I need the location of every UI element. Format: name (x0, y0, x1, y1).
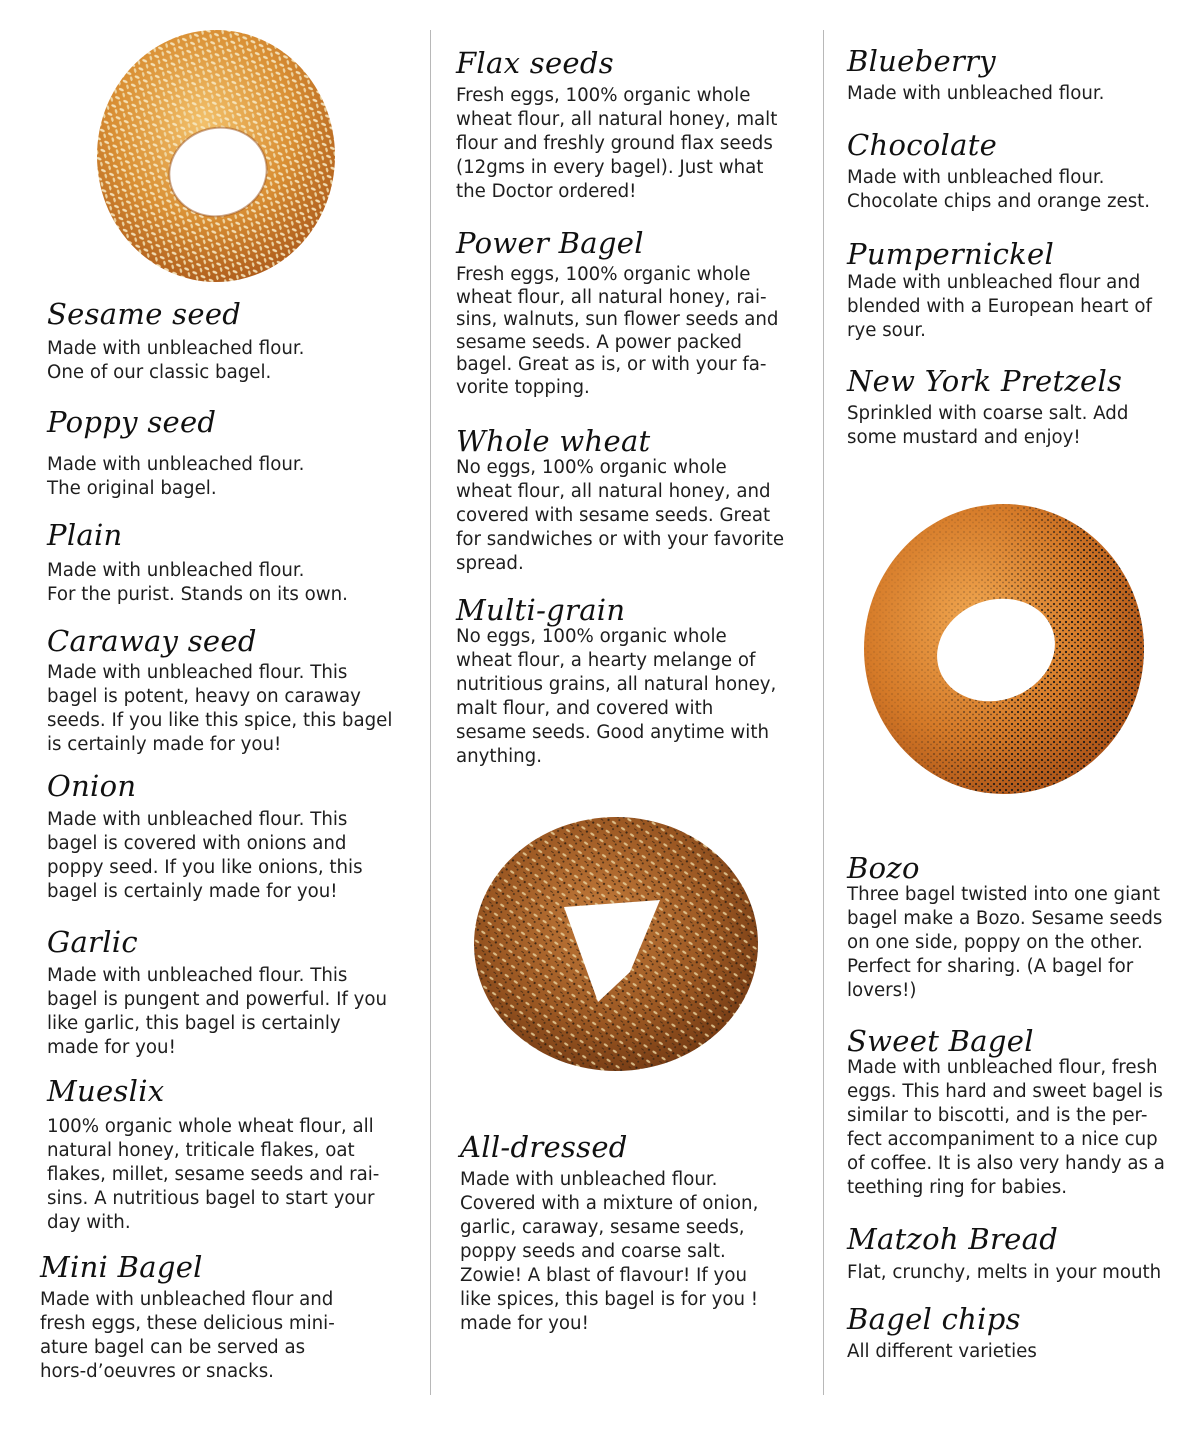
menu-item-blueberry (847, 44, 1104, 106)
item-title: Chocolate (847, 128, 998, 162)
item-title: Flax seeds (456, 46, 614, 80)
menu-item-new-york-pretzels (847, 364, 1128, 450)
item-description: Made with unbleached flour. Covered with a mixture of onion, garlic, caraway, sesame seeds, poppy seeds and coarse salt. Zowie! A blast of flavour! If you like spices, this bagel is for you ! made for you! (460, 1169, 759, 1334)
item-title: Sesame seed (47, 297, 242, 331)
item-title: All-dressed (460, 1130, 628, 1164)
item-description: Fresh eggs, 100% organic whole wheat flour, all natural honey, malt flour and freshly ground flax seeds (12gms in every bagel). Just what the Doctor ordered! (456, 85, 778, 202)
menu-item-bagel-chips (847, 1302, 1037, 1364)
menu-item-power-bagel (456, 226, 778, 400)
menu-item-plain (47, 518, 348, 607)
item-title: Poppy seed (47, 405, 217, 439)
menu-item-pumpernickel (847, 237, 1152, 343)
item-description: No eggs, 100% organic whole wheat flour, all natural honey, and covered with sesame seeds. Great for sandwiches or with your favorite spread. (456, 457, 785, 574)
item-title: Sweet Bagel (847, 1024, 1034, 1058)
item-description: Made with unbleached flour. This bagel is pungent and powerful. If you like garlic, this bagel is certainly made for you! (47, 965, 388, 1058)
item-description: Sprinkled with coarse salt. Add some mustard and enjoy! (847, 403, 1129, 448)
menu-item-garlic (47, 925, 387, 1060)
item-title: Garlic (47, 925, 138, 959)
item-title: Whole wheat (456, 424, 651, 458)
menu-item-all-dressed (460, 1130, 758, 1336)
item-description: Made with unbleached flour. This bagel is potent, heavy on caraway seeds. If you like this spice, this bagel is certainly made for you! (47, 662, 393, 755)
item-title: Bozo (847, 851, 920, 885)
item-title: Plain (47, 518, 123, 552)
menu-item-multi-grain (456, 593, 776, 769)
sesame-bagel-image (90, 22, 342, 288)
item-description: Made with unbleached flour. For the purist. Stands on its own. (47, 560, 348, 605)
menu-item-onion (47, 769, 363, 904)
all-dressed-bagel-image (470, 812, 762, 1078)
menu-item-mueslix (47, 1074, 379, 1235)
item-description: Three bagel twisted into one giant bagel make a Bozo. Sesame seeds on one side, poppy on the other. Perfect for sharing. (A bagel for lovers!) (847, 884, 1163, 1001)
item-title: Mini Bagel (40, 1250, 203, 1284)
item-description: No eggs, 100% organic whole wheat flour, a hearty melange of nutritious grains, all natural honey, malt flour, and covered with sesame seeds. Good anytime with anything. (456, 626, 777, 767)
item-title: Matzoh Bread (847, 1222, 1059, 1256)
item-description: Made with unbleached flour and blended with a European heart of rye sour. (847, 272, 1152, 341)
item-title: Blueberry (847, 44, 996, 78)
menu-item-mini-bagel (40, 1250, 335, 1384)
item-description: 100% organic whole wheat flour, all natural honey, triticale flakes, oat flakes, millet, sesame seeds and rai- sins. A nutritious bagel to start your day with. (47, 1116, 380, 1233)
item-description: Fresh eggs, 100% organic whole wheat flour, all natural honey, rai- sins, walnuts, sun flower seeds and sesame seeds. A power packed bagel. Great as is, or with your fa- vorite topping. (456, 264, 779, 398)
menu-item-whole-wheat (456, 424, 784, 576)
item-description: Made with unbleached flour. One of our classic bagel. (47, 338, 305, 383)
menu-item-matzoh-bread (847, 1222, 1161, 1285)
item-title: Power Bagel (456, 226, 644, 260)
item-title: Onion (47, 769, 137, 803)
item-description: Made with unbleached flour. The original bagel. (47, 454, 305, 499)
item-title: Pumpernickel (847, 237, 1055, 271)
item-title: Caraway seed (47, 624, 257, 658)
item-description: Made with unbleached flour and fresh eggs, these delicious mini- ature bagel can be served as hors-d’oeuvres or snacks. (40, 1289, 335, 1382)
item-description: All different varieties (847, 1341, 1037, 1362)
menu-item-flax-seeds (456, 46, 777, 204)
menu-item-poppy-seed (47, 405, 304, 501)
item-title: Mueslix (47, 1074, 165, 1108)
poppy-bagel-image (860, 500, 1148, 798)
item-description: Made with unbleached flour. Chocolate chips and orange zest. (847, 167, 1151, 212)
menu-item-chocolate (847, 128, 1150, 214)
item-description: Made with unbleached flour. This bagel is covered with onions and poppy seed. If you like onions, this bagel is certainly made for you! (47, 809, 363, 902)
item-title: Bagel chips (847, 1302, 1021, 1336)
item-title: Multi-grain (456, 593, 626, 627)
column-divider-right (823, 30, 824, 1395)
menu-item-sesame-seed (47, 297, 304, 385)
item-description: Made with unbleached flour. (847, 83, 1105, 104)
column-divider-left (430, 30, 431, 1395)
item-description: Made with unbleached flour, fresh eggs. This hard and sweet bagel is similar to biscotti, and is the per- fect accompaniment to a nice cup of coffee. It is also very handy as a teething ring for babies. (847, 1057, 1165, 1198)
item-title: New York Pretzels (847, 364, 1123, 398)
menu-item-bozo (847, 851, 1162, 1003)
menu-item-caraway-seed (47, 624, 392, 757)
item-description: Flat, crunchy, melts in your mouth (847, 1262, 1162, 1283)
menu-item-sweet-bagel (847, 1024, 1165, 1200)
